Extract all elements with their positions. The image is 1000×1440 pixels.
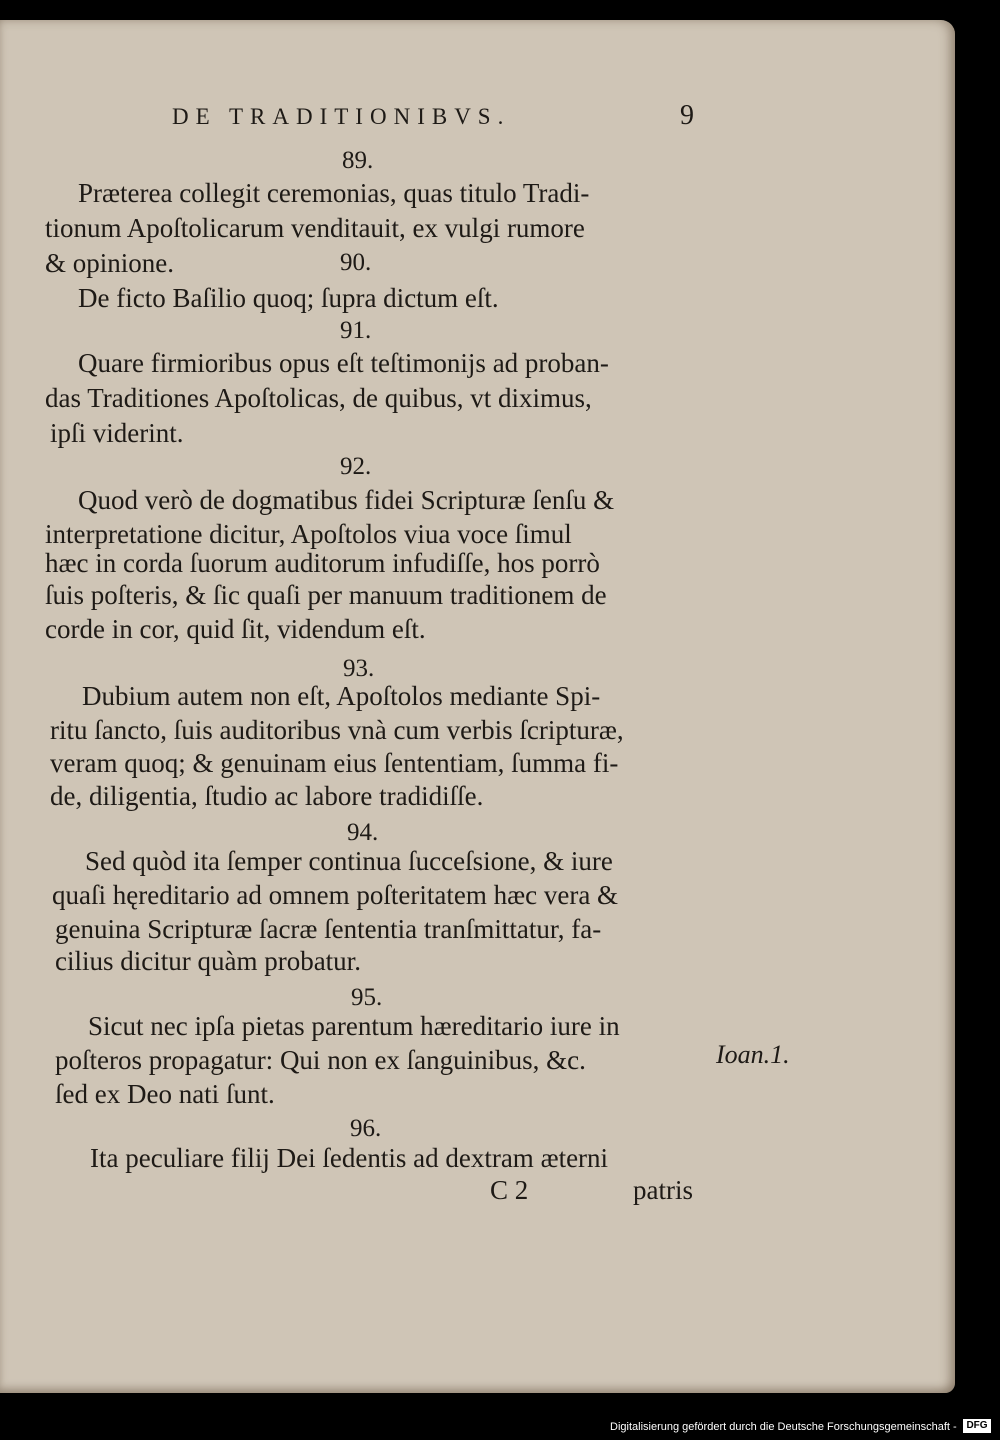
- section-number: 95.: [351, 984, 383, 1011]
- signature-mark: C 2: [490, 1175, 529, 1205]
- text-line: tionum Apoſtolicarum venditauit, ex vulgi rumore: [45, 213, 585, 243]
- section-number: 90.: [340, 249, 372, 276]
- text-line: interpretatione dicitur, Apoſtolos viua voce ſimul: [45, 519, 572, 549]
- text-line: veram quoq; & genuinam eius ſententiam, ſumma fi-: [50, 748, 619, 778]
- section-number: 93.: [343, 655, 375, 682]
- text-line: de, diligentia, ſtudio ac labore tradidiſſe.: [50, 781, 484, 811]
- running-header: DE TRADITIONIBVS.: [172, 104, 511, 129]
- section-number: 94.: [347, 819, 379, 846]
- text-line: Dubium autem non eſt, Apoſtolos mediante Spi-: [82, 681, 601, 711]
- text-line: Quare firmioribus opus eſt teſtimonijs ad proban-: [78, 348, 609, 378]
- text-line: hæc in corda ſuorum auditorum infudiſſe, hos porrò: [45, 548, 600, 578]
- section-number: 92.: [340, 453, 372, 480]
- text-line: ſed ex Deo nati ſunt.: [55, 1079, 275, 1109]
- text-line: Sed quòd ita ſemper continua ſucceſsione, & iure: [85, 846, 613, 876]
- text-line: & opinione.: [45, 248, 174, 278]
- text-line: ritu ſancto, ſuis auditoribus vnà cum verbis ſcripturæ,: [50, 715, 624, 745]
- section-number: 91.: [340, 317, 372, 344]
- text-line: corde in cor, quid ſit, videndum eſt.: [45, 614, 426, 644]
- text-line: quaſi hęreditario ad omnem poſteritatem hæc vera &: [52, 880, 619, 910]
- section-number: 96.: [350, 1115, 382, 1142]
- text-line: cilius dicitur quàm probatur.: [55, 946, 361, 976]
- text-line: ſuis poſteris, & ſic quaſi per manuum traditionem de: [45, 580, 607, 610]
- dfg-logo: DFG: [963, 1419, 991, 1433]
- section-number: 89.: [342, 147, 374, 174]
- catchword: patris: [633, 1175, 693, 1205]
- funding-notice: Digitalisierung gefördert durch die Deutsche Forschungsgemeinschaft -: [610, 1421, 957, 1433]
- text-line: De ficto Baſilio quoq; ſupra dictum eſt.: [78, 283, 499, 313]
- text-line: genuina Scripturæ ſacræ ſententia tranſmittatur, fa-: [55, 914, 602, 944]
- text-line: poſteros propagatur: Qui non ex ſanguinibus, &c.: [55, 1045, 586, 1075]
- text-line: Sicut nec ipſa pietas parentum hæreditario iure in: [88, 1011, 620, 1041]
- text-line: Ita peculiare filij Dei ſedentis ad dextram æterni: [90, 1143, 609, 1173]
- text-line: ipſi viderint.: [50, 418, 184, 448]
- text-line: Quod verò de dogmatibus fidei Scripturæ ſenſu &: [78, 485, 615, 515]
- text-line: Præterea collegit ceremonias, quas titulo Tradi-: [78, 178, 590, 208]
- margin-note: Ioan.1.: [716, 1040, 790, 1069]
- text-line: das Traditiones Apoſtolicas, de quibus, vt diximus,: [45, 383, 592, 413]
- page-number: 9: [680, 100, 694, 131]
